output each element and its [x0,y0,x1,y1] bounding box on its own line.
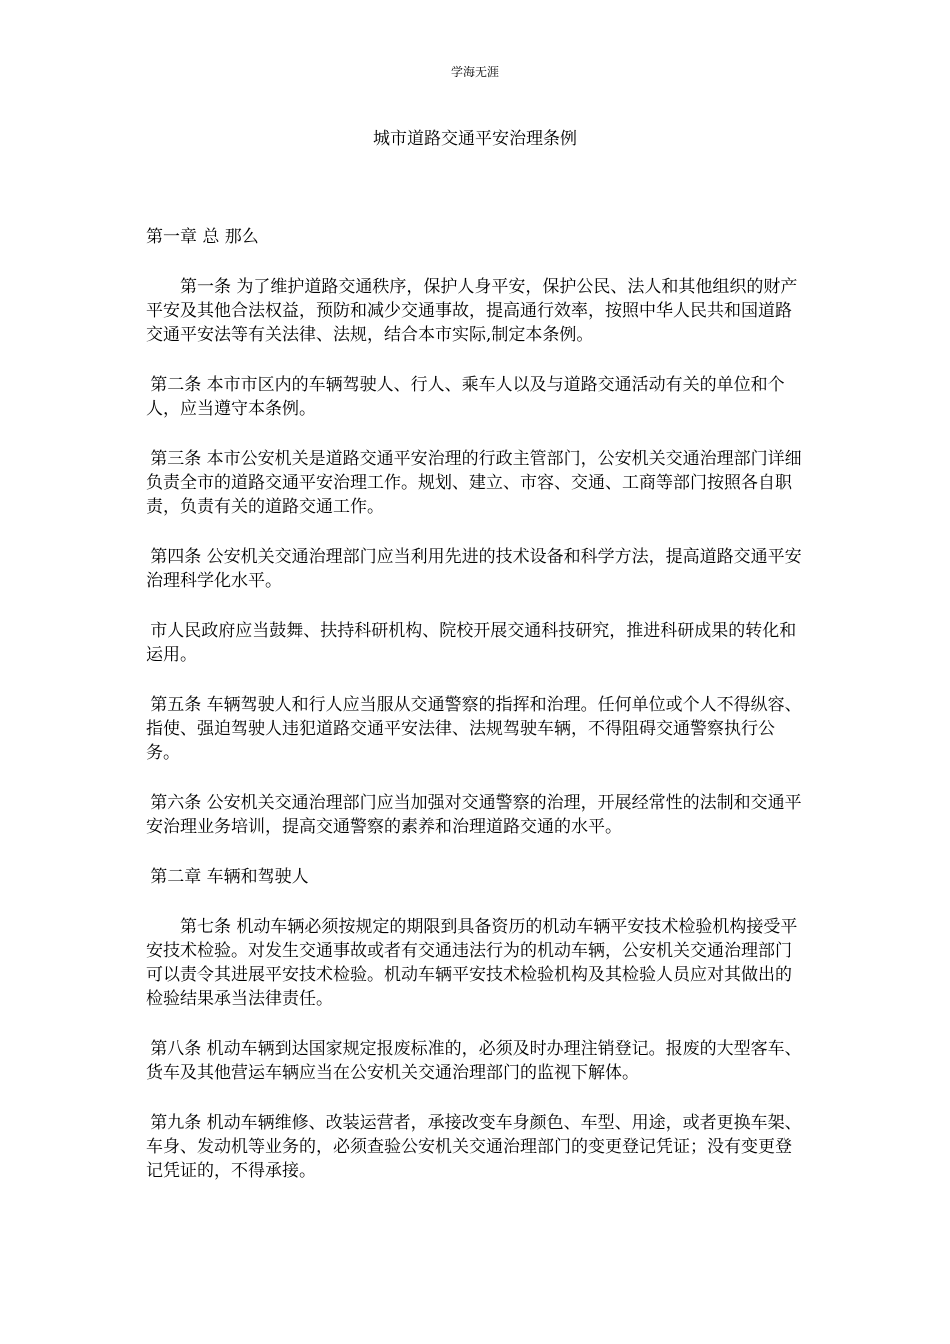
article-paragraph: 第一条 为了维护道路交通秩序，保护人身平安，保护公民、法人和其他组织的财产平安及其他合法权益，预防和减少交通事故，提高通行效率，按照中华人民共和国道路交通平安法等有关法律、法规，结合本市实际,制定本条例。 [146,277,798,345]
article-paragraph: 第三条 本市公安机关是道路交通平安治理的行政主管部门，公安机关交通治理部门详细负责全市的道路交通平安治理工作。规划、建立、市容、交通、工商等部门按照各自职责，负责有关的道路交通工作。 [146,449,802,517]
document-body [146,225,806,1183]
article-paragraph: 第二条 本市市区内的车辆驾驶人、行人、乘车人以及与道路交通活动有关的单位和个人，应当遵守本条例。 [146,375,785,419]
article-paragraph: 市人民政府应当鼓舞、扶持科研机构、院校开展交通科技研究，推进科研成果的转化和运用。 [146,621,797,665]
article-paragraph: 第五条 车辆驾驶人和行人应当服从交通警察的指挥和治理。任何单位或个人不得纵容、指使、强迫驾驶人违犯道路交通平安法律、法规驾驶车辆，不得阻碍交通警察执行公务。 [146,695,802,763]
article-paragraph: 第六条 公安机关交通治理部门应当加强对交通警察的治理，开展经常性的法制和交通平安治理业务培训，提高交通警察的素养和治理道路交通的水平。 [146,793,802,837]
page-header: 学海无涯 [450,65,499,79]
article-paragraph: 第四条 公安机关交通治理部门应当利用先进的技术设备和科学方法，提高道路交通平安治理科学化水平。 [146,547,802,591]
article-paragraph: 第七条 机动车辆必须按规定的期限到具备资历的机动车辆平安技术检验机构接受平安技术检验。对发生交通事故或者有交通违法行为的机动车辆，公安机关交通治理部门可以责令其进展平安技术检验。机动车辆平安技术检验机构及其检验人员应对其做出的检验结果承当法律责任。 [146,917,798,1009]
chapter-heading: 第二章 车辆和驾驶人 [150,867,309,887]
document-title: 城市道路交通平安治理条例 [373,129,577,149]
article-paragraph: 第八条 机动车辆到达国家规定报废标准的，必须及时办理注销登记。报废的大型客车、货车及其他营运车辆应当在公安机关交通治理部门的监视下解体。 [146,1039,802,1083]
chapter-heading: 第一章 总 那么 [146,227,259,247]
article-paragraph: 第九条 机动车辆维修、改装运营者，承接改变车身颜色、车型、用途，或者更换车架、车身、发动机等业务的，必须查验公安机关交通治理部门的变更登记凭证；没有变更登记凭证的，不得承接。 [146,1113,802,1181]
